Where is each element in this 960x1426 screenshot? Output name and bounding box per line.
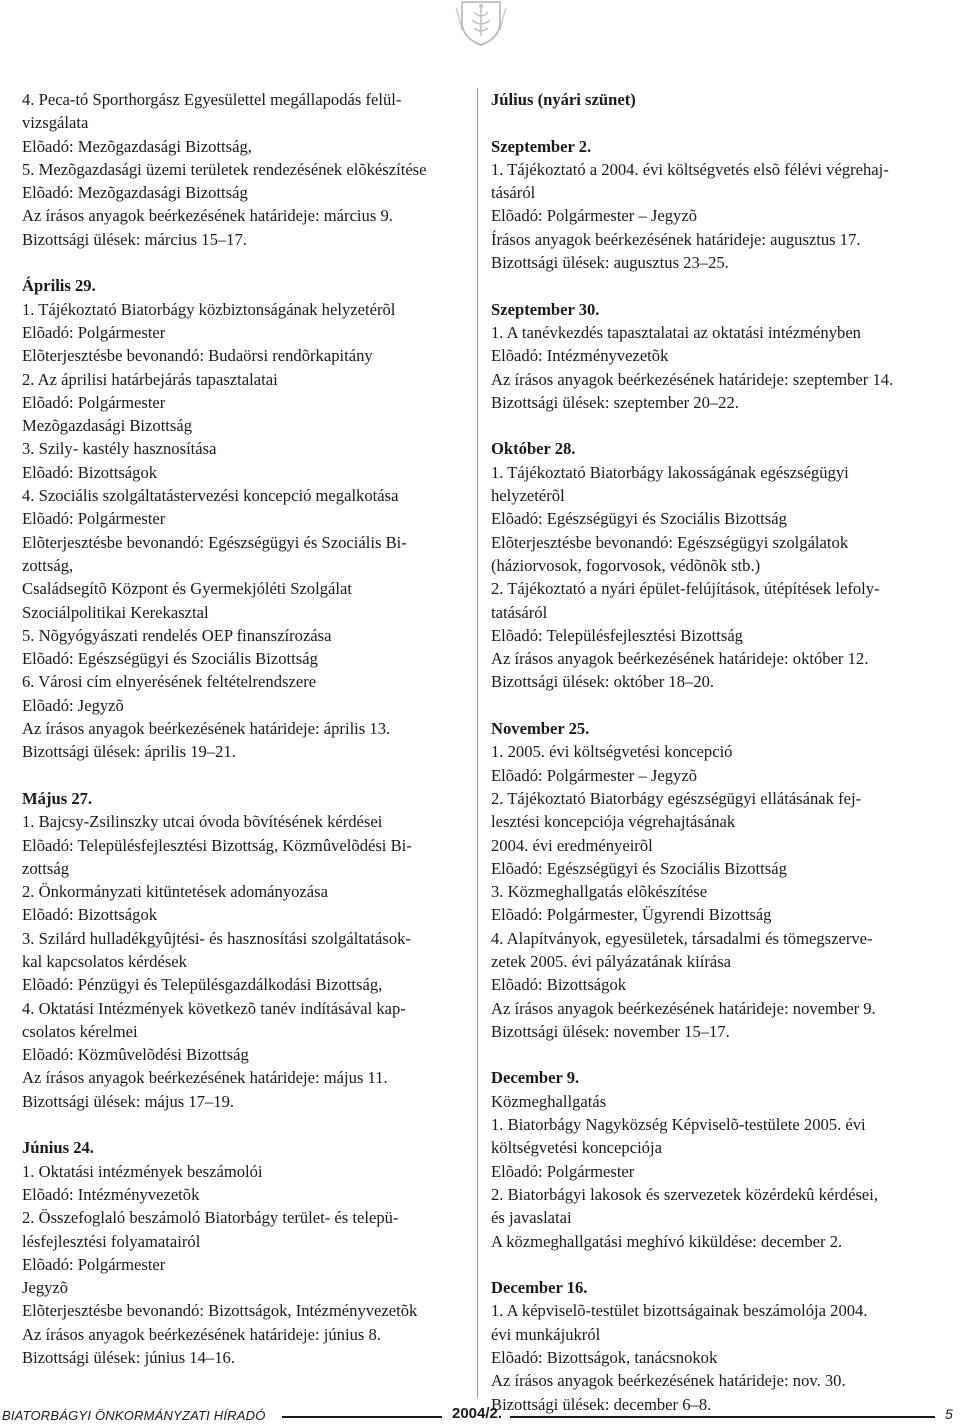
agenda-line: Elõadó: Bizottságok [22,905,158,925]
agenda-line: vizsgálata [22,113,89,133]
meeting-date-heading: Július (nyári szünet) [491,90,636,109]
agenda-line: Elõterjesztésbe bevonandó: Egészségügyi és Szociális Bi- [22,532,407,552]
agenda-line: tatásáról [491,602,548,622]
section-spacer [22,1113,462,1136]
meeting-date-heading: Szeptember 30. [491,299,600,319]
agenda-line: lesztési koncepciója végrehajtásának [491,812,736,832]
agenda-line: Bizottsági ülések: november 15–17. [491,1021,730,1041]
agenda-line: 6. Városi cím elnyerésének feltételrendszere [22,672,317,692]
agenda-line: 1. Bajcsy-Zsilinszky utcai óvoda bõvítésének kérdései [22,812,383,832]
agenda-line: Bizottsági ülések: december 6–8. [491,1394,712,1414]
section-spacer [491,694,939,717]
section-spacer [491,1043,939,1066]
agenda-line: Családsegítõ Központ és Gyermekjóléti Szolgálat [22,579,352,599]
meeting-date-heading: December 16. [491,1278,588,1298]
agenda-line: 1. Biatorbágy Nagyközség Képviselõ-testülete 2005. évi [491,1115,866,1135]
agenda-line: 4. Oktatási Intézmények következõ tanév indításával kap- [22,998,406,1018]
agenda-line: 4. Alapítványok, egyesületek, társadalmi és tömegszerve- [491,928,873,948]
footer-rule-right [510,1416,935,1418]
agenda-line: Az írásos anyagok beérkezésének határideje: szeptember 14. [491,369,894,389]
meeting-date-heading: Május 27. [22,788,93,808]
agenda-line: 1. A képviselõ-testület bizottságainak beszámolója 2004. [491,1301,868,1321]
agenda-line: Bizottsági ülések: április 19–21. [22,742,236,762]
section-spacer [22,764,462,787]
page-number: 5 [945,1406,953,1422]
agenda-line: Elõadó: Polgármester [22,322,166,342]
agenda-line: Elõadó: Egészségügyi és Szociális Bizottság [491,858,787,878]
agenda-line: lésfejlesztési folyamatairól [22,1231,201,1251]
agenda-line: Jegyzõ [22,1278,69,1298]
agenda-line: Szociálpolitikai Kerekasztal [22,602,209,622]
agenda-line: 3. Közmeghallgatás elõkészítése [491,882,708,902]
agenda-line: tásáról [491,183,536,203]
agenda-line: Elõadó: Polgármester – Jegyzõ [491,206,697,226]
agenda-line: Közmeghallgatás [491,1091,607,1111]
agenda-line: csolatos kérelmei [22,1021,138,1041]
section-spacer [491,274,939,297]
agenda-line: Elõadó: Településfejlesztési Bizottság [491,625,743,645]
agenda-line: zottság, [22,555,74,575]
agenda-line: Elõadó: Egészségügyi és Szociális Bizottság [22,649,318,669]
agenda-line: Elõadó: Bizottságok [22,462,158,482]
agenda-line: Írásos anyagok beérkezésének határideje: augusztus 17. [491,229,861,249]
agenda-line: évi munkájukról [491,1324,601,1344]
agenda-line: Elõadó: Mezõgazdasági Bizottság [22,183,248,203]
footer-rule-left [282,1416,442,1418]
agenda-line: 2. Az áprilisi határbejárás tapasztalatai [22,369,278,389]
agenda-line: Elõadó: Bizottságok, tanácsnokok [491,1348,718,1368]
agenda-line: Az írásos anyagok beérkezésének határideje: október 12. [491,649,869,669]
meeting-date-heading: Október 28. [491,439,576,459]
agenda-line: Elõterjesztésbe bevonandó: Budaörsi rendõrkapitány [22,346,373,366]
column-divider [477,88,478,1398]
agenda-line: Bizottsági ülések: május 17–19. [22,1091,235,1111]
agenda-line: 2. Biatorbágyi lakosok és szervezetek közérdekû kérdései, [491,1184,879,1204]
agenda-line: 4. Szociális szolgáltatástervezési koncepció megalkotása [22,486,399,506]
meeting-date-heading: November 25. [491,719,590,739]
agenda-line: Az írásos anyagok beérkezésének határideje: április 13. [22,719,391,739]
agenda-line: 5. Mezõgazdasági üzemi területek rendezésének elõkészítése [22,159,427,179]
agenda-line: és javaslatai [491,1208,572,1228]
page-footer [0,1404,960,1426]
section-spacer [491,111,939,134]
agenda-line: 1. Oktatási intézmények beszámolói [22,1161,263,1181]
left-column [22,88,462,1369]
agenda-line: 3. Szily- kastély hasznosítása [22,439,217,459]
agenda-line: Elõadó: Polgármester, Ügyrendi Bizottság [491,905,772,925]
agenda-line: 1. Tájékoztató Biatorbágy lakosságának egészségügyi [491,462,849,482]
agenda-line: Az írásos anyagok beérkezésének határideje: június 8. [22,1324,381,1344]
agenda-line: 1. Tájékoztató Biatorbágy közbiztonságának helyzetérõl [22,299,396,319]
agenda-line: Elõadó: Intézményvezetõk [22,1184,200,1204]
agenda-line: Elõadó: Egészségügyi és Szociális Bizottság [491,509,787,529]
right-column [491,88,939,1416]
section-spacer [22,251,462,274]
agenda-line: Bizottsági ülések: június 14–16. [22,1348,235,1368]
agenda-line: zetek 2005. évi pályázatának kiírása [491,951,732,971]
meeting-date-heading: December 9. [491,1068,580,1088]
agenda-line: Elõadó: Polgármester – Jegyzõ [491,765,697,785]
agenda-line: Az írásos anyagok beérkezésének határideje: nov. 30. [491,1371,846,1391]
agenda-line: Elõadó: Településfejlesztési Bizottság, Közmûvelõdési Bi- [22,835,412,855]
agenda-line: kal kapcsolatos kérdések [22,951,187,971]
agenda-line: Bizottsági ülések: október 18–20. [491,672,715,692]
agenda-line: 2. Tájékoztató Biatorbágy egészségügyi ellátásának fej- [491,788,862,808]
agenda-line: 3. Szilárd hulladékgyûjtési- és hasznosítási szolgáltatások- [22,928,411,948]
agenda-line: 5. Nõgyógyászati rendelés OEP finanszírozása [22,625,332,645]
agenda-line: Elõadó: Mezõgazdasági Bizottság, [22,136,252,156]
agenda-line: Az írásos anyagok beérkezésének határideje: március 9. [22,206,393,226]
agenda-line: Bizottsági ülések: augusztus 23–25. [491,253,729,273]
meeting-date-heading: Június 24. [22,1138,94,1158]
agenda-line: Elõadó: Polgármester [22,1254,166,1274]
agenda-line: 2. Önkormányzati kitüntetések adományozása [22,882,328,902]
agenda-line: Bizottsági ülések: március 15–17. [22,229,247,249]
meeting-date-heading: Április 29. [22,276,96,296]
agenda-line: 4. Peca-tó Sporthorgász Egyesülettel megállapodás felül- [22,90,402,109]
agenda-line: 2004. évi eredményeirõl [491,835,653,855]
agenda-line: 2. Összefoglaló beszámoló Biatorbágy terület- és telepü- [22,1208,399,1228]
issue-number: 2004/2. [452,1405,503,1422]
section-spacer [491,1253,939,1276]
municipal-crest-watermark [452,0,510,46]
agenda-line: Az írásos anyagok beérkezésének határideje: május 11. [22,1068,388,1088]
publication-title: BIATORBÁGYI ÖNKORMÁNYZATI HÍRADÓ [2,1408,266,1423]
agenda-line: 1. Tájékoztató a 2004. évi költségvetés elsõ félévi végrehaj- [491,159,889,179]
agenda-line: zottság [22,858,70,878]
agenda-line: Elõadó: Polgármester [22,509,166,529]
agenda-line: A közmeghallgatási meghívó kiküldése: december 2. [491,1231,843,1251]
meeting-date-heading: Szeptember 2. [491,136,592,156]
agenda-line: Elõterjesztésbe bevonandó: Bizottságok, Intézményvezetõk [22,1301,418,1321]
section-spacer [491,414,939,437]
agenda-line: Elõadó: Intézményvezetõk [491,346,669,366]
agenda-line: Elõadó: Polgármester [491,1161,635,1181]
agenda-line: Elõadó: Bizottságok [491,975,627,995]
agenda-line: Mezõgazdasági Bizottság [22,416,193,436]
agenda-line: költségvetési koncepciója [491,1138,662,1158]
agenda-line: Az írásos anyagok beérkezésének határideje: november 9. [491,998,876,1018]
agenda-line: helyzetérõl [491,486,565,506]
agenda-line: (háziorvosok, fogorvosok, védõnõk stb.) [491,555,761,575]
agenda-line: Bizottsági ülések: szeptember 20–22. [491,392,739,412]
agenda-line: Elõadó: Polgármester [22,392,166,412]
agenda-line: Elõterjesztésbe bevonandó: Egészségügyi szolgálatok [491,532,849,552]
agenda-line: 2. Tájékoztató a nyári épület-felújítások, útépítések lefoly- [491,579,880,599]
agenda-line: Elõadó: Pénzügyi és Településgazdálkodási Bizottság, [22,975,383,995]
agenda-line: 1. A tanévkezdés tapasztalatai az oktatási intézményben [491,322,861,342]
agenda-line: Elõadó: Közmûvelõdési Bizottság [22,1045,249,1065]
agenda-line: 1. 2005. évi költségvetési koncepció [491,742,733,762]
agenda-line: Elõadó: Jegyzõ [22,695,124,715]
